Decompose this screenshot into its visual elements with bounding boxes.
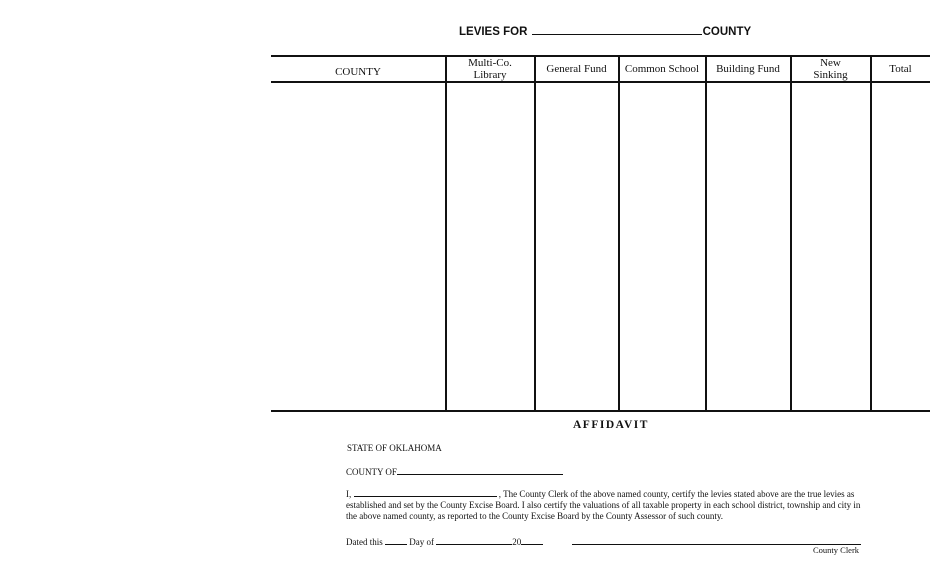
affidavit-body [346,488,866,522]
header-general-fund-label: General Fund [546,63,607,75]
column-divider [534,55,536,412]
day-of-label: Day of [409,537,434,547]
day-blank[interactable] [385,536,407,545]
county-of-blank[interactable] [397,465,563,475]
column-divider [618,55,620,412]
dated-line [346,536,543,547]
header-general-fund [535,63,618,75]
header-new-sinking [791,57,870,81]
affidavit-prefix: I, [346,489,352,499]
header-building-fund-label: Building Fund [716,63,780,75]
column-divider [445,55,447,412]
header-building-fund [706,63,790,75]
county-name-blank[interactable] [532,24,702,35]
table-header-border [271,81,930,83]
header-common-school [619,63,705,75]
affidavit-title: AFFIDAVIT [573,419,649,431]
title-prefix: LEVIES FOR [459,26,528,38]
header-county [271,66,445,78]
state-line: STATE OF OKLAHOMA [347,443,442,453]
header-new-sinking-line1: New [820,57,841,69]
clerk-name-blank[interactable] [354,488,497,497]
column-divider [790,55,792,412]
header-total [871,63,930,75]
column-divider [870,55,872,412]
header-multi-co-line2: Library [473,69,507,81]
year-blank[interactable] [521,536,543,545]
column-divider [705,55,707,412]
signature-label: County Clerk [813,545,860,555]
month-blank[interactable] [436,536,512,545]
header-multi-co-library [446,57,534,81]
form-title [459,24,751,38]
header-county-label: COUNTY [335,66,381,78]
affidavit-statement: , The County Clerk of the above named county, certify the levies stated above are the true levies as established and set by the County Excise Board. I also certify the valuations of all taxable property in each school district, township and city in the above named county, as reported to the County Excise Board by the County Assessor of such county. [346,489,861,521]
dated-this-label: Dated this [346,537,383,547]
county-of-label: COUNTY OF [346,467,397,477]
table-bottom-border [271,410,930,412]
header-multi-co-line1: Multi-Co. [468,57,512,69]
header-total-label: Total [889,63,912,75]
header-new-sinking-line2: Sinking [813,69,848,81]
year-prefix: 20 [512,537,522,547]
title-suffix: COUNTY [702,26,752,38]
header-common-school-label: Common School [624,63,700,75]
county-of-line [346,465,563,477]
